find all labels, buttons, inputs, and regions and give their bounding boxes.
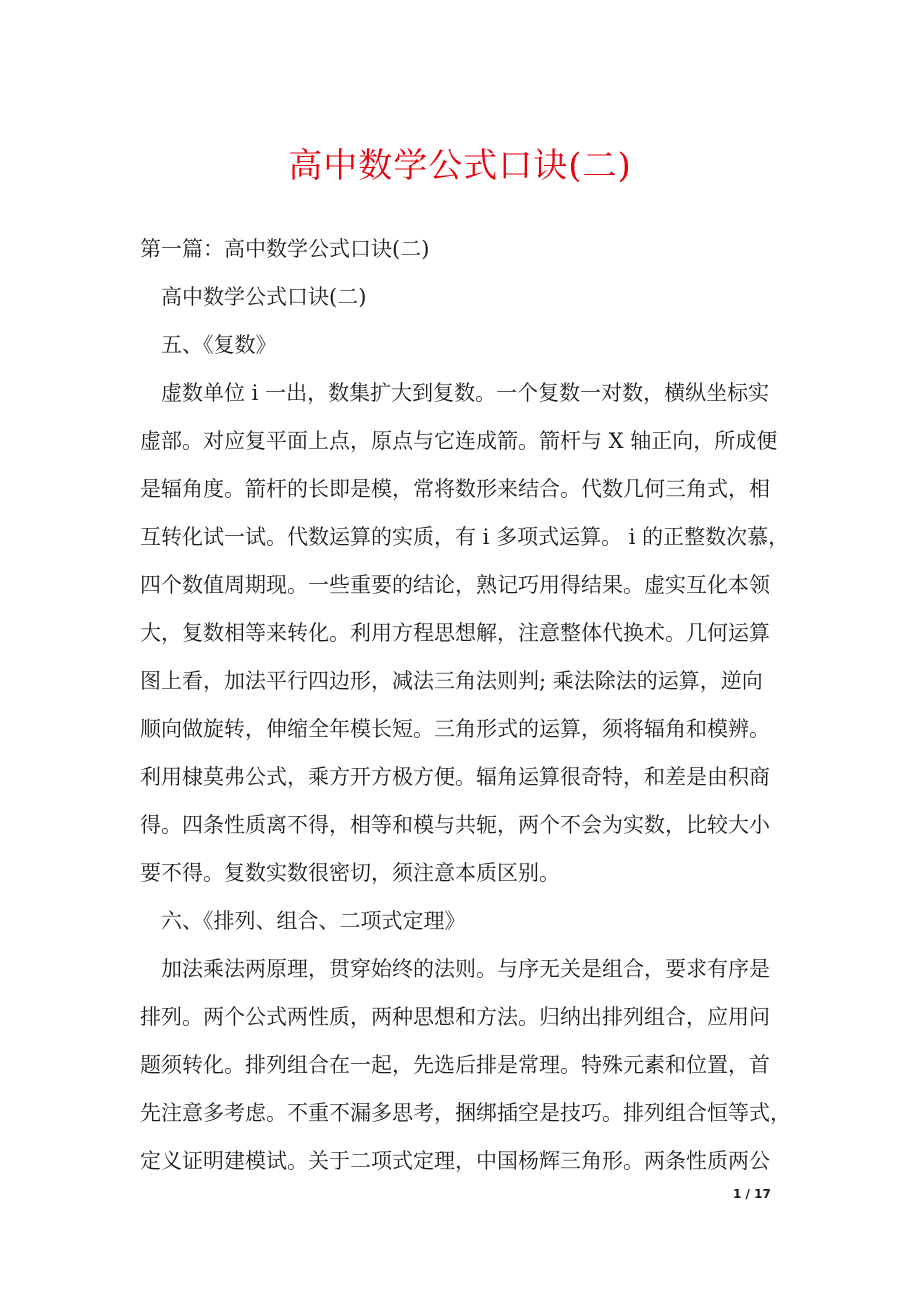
paragraph-line: 先注意多考虑。不重不漏多思考，捆绑插空是技巧。排列组合恒等式， <box>140 1101 791 1125</box>
paragraph-line: 排列。两个公式两性质，两种思想和方法。归纳出排列组合，应用问 <box>140 1005 770 1029</box>
document-body <box>140 225 795 1185</box>
chapter-heading: 第一篇：高中数学公式口诀(二) <box>140 237 430 261</box>
section-title-complex-numbers: 五、《复数》 <box>161 333 277 357</box>
paragraph-line: 加法乘法两原理，贯穿始终的法则。与序无关是组合，要求有序是 <box>161 957 770 981</box>
paragraph-line: 大，复数相等来转化。利用方程思想解，注意整体代换术。几何运算 <box>140 621 770 645</box>
paragraph-line: 四个数值周期现。一些重要的结论，熟记巧用得结果。虚实互化本领 <box>140 573 770 597</box>
paragraph-line: 虚数单位 i 一出，数集扩大到复数。一个复数一对数，横纵坐标实 <box>161 381 770 405</box>
document-title: 高中数学公式口诀(二) <box>288 146 632 186</box>
paragraph-line: 题须转化。排列组合在一起，先选后排是常理。特殊元素和位置，首 <box>140 1053 770 1077</box>
paragraph-line: 定义证明建模试。关于二项式定理，中国杨辉三角形。两条性质两公 <box>140 1149 770 1173</box>
paragraph-line: 利用棣莫弗公式，乘方开方极方便。辐角运算很奇特，和差是由积商 <box>140 765 770 789</box>
section-title-permutations: 六、《排列、组合、二项式定理》 <box>161 909 466 933</box>
page-number: 1 / 17 <box>733 1187 771 1201</box>
paragraph-line: 是辐角度。箭杆的长即是模，常将数形来结合。代数几何三角式，相 <box>140 477 770 501</box>
paragraph-line: 虚部。对应复平面上点，原点与它连成箭。箭杆与 X 轴正向，所成便 <box>140 429 778 453</box>
paragraph-line: 图上看，加法平行四边形，减法三角法则判; 乘法除法的运算，逆向 <box>140 669 763 693</box>
paragraph-line: 得。四条性质离不得，相等和模与共轭，两个不会为实数，比较大小 <box>140 813 770 837</box>
paragraph-line: 要不得。复数实数很密切，须注意本质区别。 <box>140 861 560 885</box>
paragraph-line: 互转化试一试。代数运算的实质，有 i 多项式运算。 i 的正整数次慕， <box>140 525 790 549</box>
paragraph-line: 顺向做旋转，伸缩全年模长短。三角形式的运算，须将辐角和模辨。 <box>140 717 770 741</box>
sub-heading: 高中数学公式口诀(二) <box>161 285 367 309</box>
